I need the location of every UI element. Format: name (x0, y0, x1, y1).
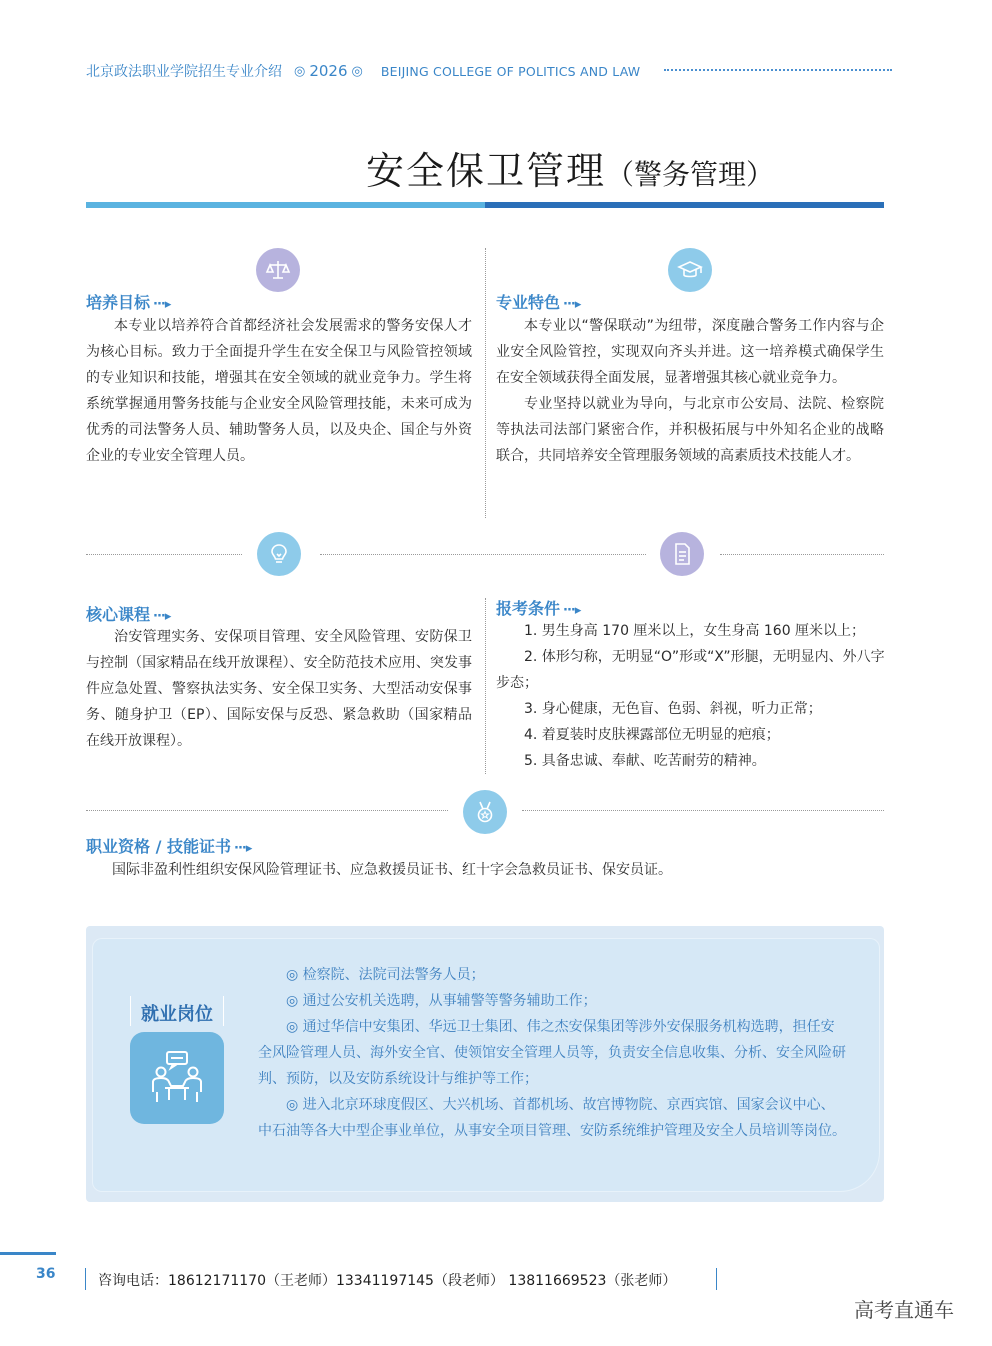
certificates-text: 国际非盈利性组织安保风险管理证书、应急救援员证书、红十字会急救员证书、保安员证。 (112, 862, 672, 878)
requirement-item: 1. 男生身高 170 厘米以上，女生身高 160 厘米以上； (524, 623, 866, 639)
medal-icon (463, 790, 507, 834)
row-divider (86, 554, 242, 555)
header-school-name: 北京政法职业学院招生专业介绍 (86, 64, 282, 80)
header-dotted-rule (664, 69, 892, 71)
goal-heading-arrow: ···▸ (153, 297, 171, 312)
employment-item: ◎ 进入北京环球度假区、大兴机场、首都机场、故宫博物院、京西宾馆、国家会议中心、中石油等各大中型企事业单位，从事安全项目管理、安防系统维护管理及安全人员培训等岗位。 (258, 1097, 846, 1139)
goal-body (86, 313, 472, 469)
watermark-text: 高考直通车 (854, 1298, 954, 1322)
contact-phones: 咨询电话：18612171170（王老师）13341197145（段老师） 13811669523（张老师） (98, 1273, 677, 1289)
meeting-people-icon (130, 1032, 224, 1124)
feature-heading (496, 290, 580, 313)
feature-heading-text: 专业特色 (496, 293, 561, 312)
employment-label: 就业岗位 (141, 1004, 213, 1025)
feature-paragraph-2: 专业坚持以就业为导向，与北京市公安局、法院、检察院等执法司法部门紧密合作，并积极拓展与中外知名企业的战略联合，共同培养安全管理服务领域的高素质技术技能人才。 (496, 396, 884, 464)
requirements-heading-text: 报考条件 (496, 599, 561, 618)
header-english-name: BEIJING COLLEGE OF POLITICS AND LAW (380, 63, 641, 79)
lightbulb-icon (257, 532, 301, 576)
requirements-list (496, 618, 888, 774)
feature-heading-arrow: ···▸ (563, 297, 581, 312)
certificates-heading-text: 职业资格 / 技能证书 (86, 837, 231, 856)
certificates-heading-arrow: ···▸ (234, 841, 252, 856)
column-divider (485, 598, 486, 774)
requirement-item: 4. 着夏装时皮肤裸露部位无明显的疤痕； (524, 727, 780, 743)
graduation-cap-icon (668, 248, 712, 292)
header-year: 2026 (309, 62, 348, 80)
courses-paragraph: 治安管理实务、安保项目管理、安全风险管理、安防保卫与控制（国家精品在线开放课程）、安全防范技术应用、突发事件应急处置、警察执法实务、安全保卫实务、大型活动安保事务、随身护卫（EP）、国际安保与反恐、紧急救助（国家精品在线开放课程）。 (86, 629, 472, 749)
row-divider (522, 810, 884, 811)
feature-body (496, 313, 884, 469)
requirement-item: 3. 身心健康，无色盲、色弱、斜视，听力正常； (524, 701, 822, 717)
requirements-heading-arrow: ···▸ (563, 603, 581, 618)
employment-list (258, 962, 846, 1144)
goal-paragraph: 本专业以培养符合首都经济社会发展需求的警务安保人才为核心目标。致力于全面提升学生在安全保卫与风险管控领域的专业知识和技能，增强其在安全领域的就业竞争力。学生将系统掌握通用警务技能与企业安全风险管理技能，未来可成为优秀的司法警务人员、辅助警务人员，以及央企、国企与外资企业的专业安全管理人员。 (86, 318, 472, 464)
page-number: 36 (36, 1266, 56, 1282)
courses-heading-text: 核心课程 (86, 605, 151, 624)
title-underline-bar (86, 202, 884, 208)
employment-item: ◎ 通过华信中安集团、华远卫士集团、伟之杰安保集团等涉外安保服务机构选聘，担任安全风险管理人员、海外安全官、使领馆安全管理人员等，负责安全信息收集、分析、安全风险研判、预防，以及安防系统设计与维护等工作； (258, 1019, 846, 1087)
title-bar-dark (485, 202, 884, 208)
running-header (86, 60, 640, 82)
courses-heading (86, 602, 170, 625)
footer-separator (716, 1268, 717, 1290)
column-divider (485, 248, 486, 518)
row-divider (720, 554, 884, 555)
courses-body (86, 624, 472, 754)
title-bar-light (86, 202, 485, 208)
employment-item: ◎ 检察院、法院司法警务人员； (286, 967, 485, 983)
row-divider (320, 554, 646, 555)
page-title-sub: （警务管理） (606, 158, 775, 191)
scales-icon (256, 248, 300, 292)
page-number-rule (0, 1252, 56, 1255)
document-icon (660, 532, 704, 576)
goal-heading (86, 290, 170, 313)
requirements-heading (496, 596, 580, 619)
employment-item: ◎ 通过公安机关选聘，从事辅警等警务辅助工作； (286, 993, 597, 1009)
requirement-item: 5. 具备忠诚、奉献、吃苦耐劳的精神。 (524, 753, 766, 769)
certificates-heading (86, 834, 251, 857)
row-divider (86, 810, 448, 811)
feature-paragraph-1: 本专业以“警保联动”为纽带，深度融合警务工作内容与企业安全风险管控，实现双向齐头并进。这一培养模式确保学生在安全领域获得全面发展，显著增强其核心就业竞争力。 (496, 318, 884, 386)
header-circle-icon: ◎ (351, 63, 363, 79)
requirement-item: 2. 体形匀称，无明显“O”形或“X”形腿，无明显内、外八字步态； (496, 649, 885, 691)
header-circle-icon: ◎ (294, 63, 306, 79)
page-title (0, 140, 992, 195)
goal-heading-text: 培养目标 (86, 293, 151, 312)
page-title-main: 安全保卫管理 (365, 149, 606, 193)
footer-separator (85, 1268, 86, 1290)
courses-heading-arrow: ···▸ (153, 609, 171, 624)
